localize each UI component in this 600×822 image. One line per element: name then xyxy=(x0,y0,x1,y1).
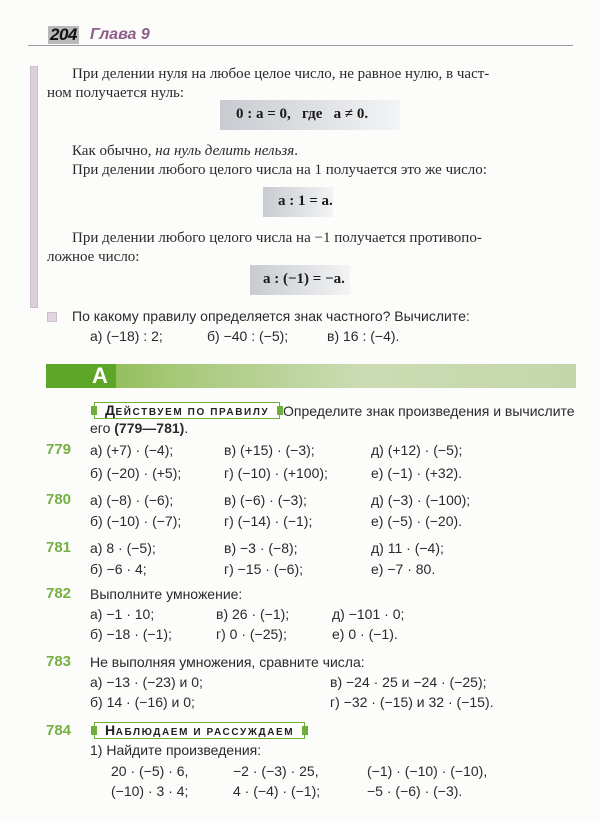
theory-p1-line1: При делении нуля на любое целое число, не равное нулю, в част- xyxy=(72,66,490,82)
ex781-a: а) 8 · (−5); xyxy=(90,540,156,556)
ex783-title: Не выполняя умножения, сравните числа: xyxy=(90,654,365,670)
chapter-title: Глава 9 xyxy=(90,26,150,43)
formula-1-cond: a ≠ 0. xyxy=(333,106,369,122)
exercise-number-783: 783 xyxy=(46,653,72,670)
ex782-g: г) 0 · (−25); xyxy=(216,626,287,642)
rule-text-range: (779—781) xyxy=(114,420,185,436)
section-band xyxy=(46,364,576,388)
rule-text-suffix: . xyxy=(184,420,189,436)
ex783-b: б) 14 · (−16) и 0; xyxy=(90,694,195,710)
ex779-b: б) (−20) · (+5); xyxy=(90,465,182,481)
ex784-sub1: 1) Найдите произведения: xyxy=(90,742,262,758)
ex784-item-2: −2 · (−3) · 25, xyxy=(233,763,319,779)
rule-label-cap: Д xyxy=(105,402,116,418)
question-text: По какому правилу определяется знак частного? Вычислите: xyxy=(72,308,470,324)
ex782-d: д) −101 · 0; xyxy=(332,606,405,622)
formula-1-lhs: 0 : a = 0, xyxy=(236,106,291,122)
ex781-v: в) −3 · (−8); xyxy=(224,540,298,556)
rule-label xyxy=(94,402,280,419)
ex784-item-3: (−1) · (−10) · (−10), xyxy=(367,763,488,779)
theory-p3: При делении любого целого числа на 1 получается это же число: xyxy=(72,162,487,178)
theory-p2-prefix: Как обычно, xyxy=(72,143,156,159)
ex784-item-4: (−10) · 3 · 4; xyxy=(111,783,189,799)
ex780-e: е) (−5) · (−20). xyxy=(371,513,463,529)
theory-p1-line2: ном получается нуль: xyxy=(47,85,185,101)
ex781-e: е) −7 · 80. xyxy=(371,561,436,577)
exercise-number-779: 779 xyxy=(46,441,72,458)
formula-3: a : (−1) = −a. xyxy=(263,271,345,287)
ex780-g: г) (−14) · (−1); xyxy=(224,513,313,529)
ex782-a: а) −1 · 10; xyxy=(90,606,155,622)
ex782-b: б) −18 · (−1); xyxy=(90,626,172,642)
ex782-e: е) 0 · (−1). xyxy=(332,626,398,642)
rule-label-rest: ЕЙСТВУЕМ ПО ПРАВИЛУ xyxy=(115,407,270,418)
ex784-item-5: 4 · (−4) · (−1); xyxy=(233,783,321,799)
observe-label xyxy=(94,722,305,739)
ex782-title: Выполните умножение: xyxy=(90,586,243,602)
ex779-e: е) (−1) · (+32). xyxy=(371,465,463,481)
theory-p2-italic: на нуль делить нельзя xyxy=(155,143,295,159)
ex779-v: в) (+15) · (−3); xyxy=(224,442,315,458)
exercise-number-782: 782 xyxy=(46,585,72,602)
exercise-number-780: 780 xyxy=(46,491,72,508)
exercise-number-784: 784 xyxy=(46,722,72,739)
ex783-a: а) −13 · (−23) и 0; xyxy=(90,674,203,690)
ex783-g: г) −32 · (−15) и 32 · (−15). xyxy=(330,694,494,710)
ex779-d: д) (+12) · (−5); xyxy=(371,442,463,458)
theory-p2-suffix: . xyxy=(294,143,298,159)
page-number: 204 xyxy=(50,25,77,44)
rule-text-line1: Определите знак произведения и вычислите xyxy=(283,403,575,419)
formula-2: a : 1 = a. xyxy=(278,193,333,209)
observe-label-cap: Н xyxy=(105,722,116,738)
theory-sidebar-bar xyxy=(30,66,38,308)
ex784-item-1: 20 · (−5) · 6, xyxy=(111,763,189,779)
page-header xyxy=(28,26,573,46)
observe-label-rest: АБЛЮДАЕМ И РАССУЖДАЕМ xyxy=(115,727,295,738)
ex784-item-6: −5 · (−6) · (−3). xyxy=(367,783,463,799)
question-item-c: в) 16 : (−4). xyxy=(327,328,400,344)
ex779-a: а) (+7) · (−4); xyxy=(90,442,174,458)
ex779-g: г) (−10) · (+100); xyxy=(224,465,328,481)
formula-1-where: где xyxy=(302,106,323,122)
ex780-a: а) (−8) · (−6); xyxy=(90,492,174,508)
rule-text-line2 xyxy=(90,420,188,436)
question-item-b: б) −40 : (−5); xyxy=(207,328,289,344)
ex781-g: г) −15 · (−6); xyxy=(224,561,304,577)
theory-p4-line2: ложное число: xyxy=(47,249,140,265)
section-letter: А xyxy=(92,363,108,388)
formula-1 xyxy=(236,106,368,123)
ex781-b: б) −6 · 4; xyxy=(90,561,147,577)
exercise-number-781: 781 xyxy=(46,539,72,556)
ex780-v: в) (−6) · (−3); xyxy=(224,492,307,508)
ex780-b: б) (−10) · (−7); xyxy=(90,513,182,529)
rule-text-prefix: его xyxy=(90,420,115,436)
theory-p2 xyxy=(72,143,298,160)
ex783-v: в) −24 · 25 и −24 · (−25); xyxy=(330,674,487,690)
ex782-v: в) 26 · (−1); xyxy=(216,606,290,622)
ex781-d: д) 11 · (−4); xyxy=(371,540,444,556)
question-square-icon xyxy=(47,312,57,322)
theory-p4-line1: При делении любого целого числа на −1 получается противопо- xyxy=(72,230,482,246)
ex780-d: д) (−3) · (−100); xyxy=(371,492,471,508)
question-item-a: а) (−18) : 2; xyxy=(90,328,163,344)
